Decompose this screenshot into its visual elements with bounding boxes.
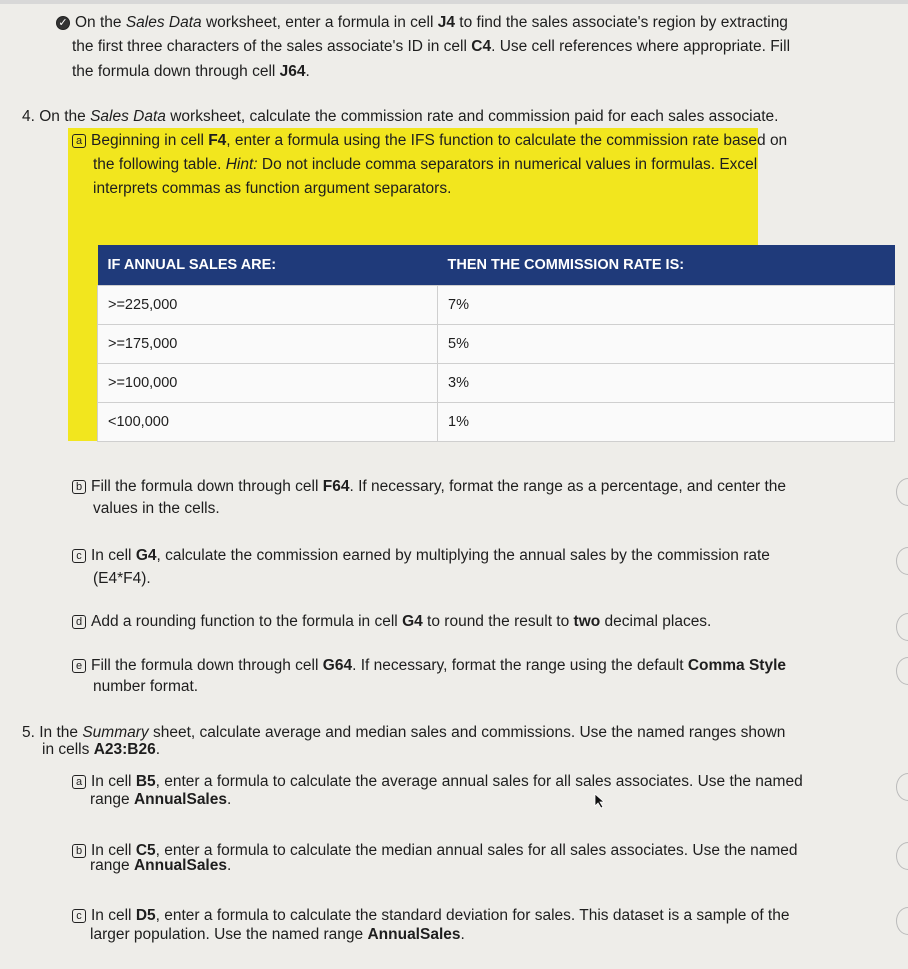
step4c-line2: (E4*F4). <box>93 570 151 587</box>
circle-icon[interactable] <box>896 773 908 801</box>
circle-icon[interactable] <box>896 907 908 935</box>
step5a-line2: range AnnualSales. <box>90 791 232 808</box>
table-cell: 1% <box>438 403 895 442</box>
circle-icon[interactable] <box>896 613 908 641</box>
step-letter-icon: e <box>72 659 86 673</box>
circle-icon[interactable] <box>896 842 908 870</box>
table-header-cell: THEN THE COMMISSION RATE IS: <box>438 245 895 286</box>
table-cell: >=100,000 <box>98 364 438 403</box>
table-row <box>98 403 895 442</box>
step-letter-icon: b <box>72 480 86 494</box>
step3-line3: the formula down through cell J64. <box>72 63 310 80</box>
step4e-line2: number format. <box>93 678 199 695</box>
step3-line1: ✓ On the Sales Data worksheet, enter a formula in cell J4 to find the sales associate's region by extracting <box>56 13 788 33</box>
step5-line1: 5. In the Summary sheet, calculate average and median sales and commissions. Use the named ranges shown <box>22 724 786 741</box>
circle-icon[interactable] <box>896 657 908 685</box>
step5c-line2: larger population. Use the named range AnnualSales. <box>90 926 465 943</box>
check-circle-icon: ✓ <box>56 16 70 30</box>
step-letter-icon: c <box>72 549 86 563</box>
step-letter-icon: a <box>72 134 86 148</box>
step5b-line1: b In cell C5, enter a formula to calculate the median annual sales for all sales associates. Use the named <box>72 841 798 861</box>
step4a-line1: a Beginning in cell F4, enter a formula using the IFS function to calculate the commission rate based on <box>72 131 787 151</box>
step5-line2: in cells A23:B26. <box>42 741 161 758</box>
yellow-highlight-side <box>68 245 98 441</box>
table-cell: >=225,000 <box>98 286 438 325</box>
step4e-line1: e Fill the formula down through cell G64. If necessary, format the range using the default Comma Style <box>72 656 786 676</box>
step4-heading: 4. On the Sales Data worksheet, calculate the commission rate and commission paid for each sales associate. <box>22 108 779 125</box>
table-cell: <100,000 <box>98 403 438 442</box>
step-letter-icon: b <box>72 844 86 858</box>
table-cell: 3% <box>438 364 895 403</box>
table-cell: >=175,000 <box>98 325 438 364</box>
table-header-row <box>98 245 895 286</box>
step4d-line1: d Add a rounding function to the formula in cell G4 to round the result to two decimal places. <box>72 612 711 632</box>
step3-line2: the first three characters of the sales associate's ID in cell C4. Use cell references where appropriate. Fill <box>72 38 791 55</box>
table-row <box>98 364 895 403</box>
table-cell: 7% <box>438 286 895 325</box>
step4b-line2: values in the cells. <box>93 500 220 517</box>
step5c-line1: c In cell D5, enter a formula to calculate the standard deviation for sales. This dataset is a sample of the <box>72 906 789 926</box>
step-letter-icon: c <box>72 909 86 923</box>
commission-rate-table <box>97 245 895 442</box>
step-letter-icon: a <box>72 775 86 789</box>
table-header-cell: IF ANNUAL SALES ARE: <box>98 245 438 286</box>
step-letter-icon: d <box>72 615 86 629</box>
step4c-line1: c In cell G4, calculate the commission earned by multiplying the annual sales by the commission rate <box>72 546 770 566</box>
table-row <box>98 286 895 325</box>
step5a-line1: a In cell B5, enter a formula to calculate the average annual sales for all sales associates. Use the named <box>72 772 803 792</box>
step4b-line1: b Fill the formula down through cell F64. If necessary, format the range as a percentage, and center the <box>72 477 786 497</box>
step4a-line3: interprets commas as function argument separators. <box>93 180 452 197</box>
top-edge <box>0 0 908 4</box>
step5b-line2: range AnnualSales. <box>90 857 232 874</box>
table-cell: 5% <box>438 325 895 364</box>
cursor-icon <box>594 793 606 809</box>
circle-icon[interactable] <box>896 478 908 506</box>
table-row <box>98 325 895 364</box>
step4a-line2: the following table. Hint: Do not include comma separators in numerical values in formulas. Excel <box>93 156 758 173</box>
circle-icon[interactable] <box>896 547 908 575</box>
